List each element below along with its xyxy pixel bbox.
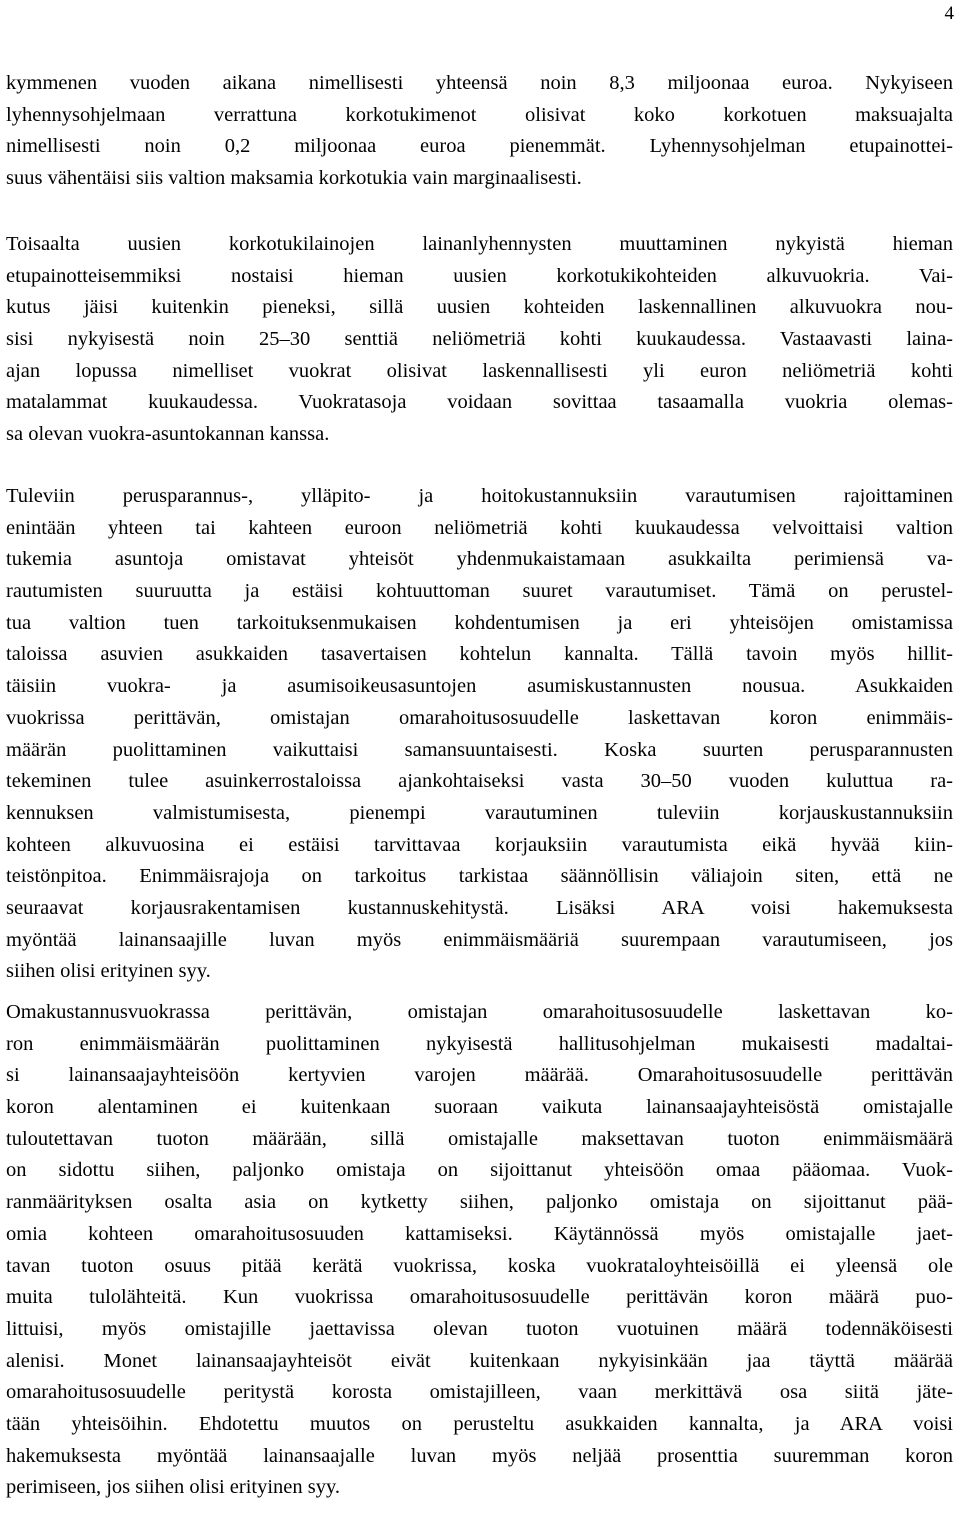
- paragraph: [6, 229, 960, 451]
- text-line: tavan tuoton osuus pitää kerätä vuokrissa, koska vuokrataloyhteisöillä ei yleensä ole: [6, 1254, 953, 1277]
- text-line: kymmenen vuoden aikana nimellisesti yhteensä noin 8,3 miljoonaa euroa. Nykyiseen: [6, 72, 953, 94]
- text-line: ron enimmäismäärän puolittaminen nykyisestä hallitusohjelman mukaisesti madaltai-: [6, 1032, 953, 1055]
- text-line: Tuleviin perusparannus-, ylläpito- ja hoitokustannuksiin varautumisen rajoittaminen: [6, 485, 953, 507]
- text-line: omarahoitusosuudelle peritystä korosta omistajilleen, vaan merkittävä osa siitä jäte-: [6, 1381, 953, 1404]
- text-line: taloissa asuvien asukkaiden tasavertaisen kohtelun kannalta. Tällä tavoin myös hillit-: [6, 643, 953, 666]
- text-line: on sidottu siihen, paljonko omistaja on sijoittanut yhteisöön omaa pääomaa. Vuok-: [6, 1159, 953, 1182]
- text-line: muita tulolähteitä. Kun vuokrissa omarahoitusosuudelle perittävän koron määrä puo-: [6, 1286, 953, 1309]
- text-line: kohteen alkuvuosina ei estäisi tarvittavaa korjauksiin varautumista eikä hyvää kiin-: [6, 833, 953, 856]
- text-line: tekeminen tulee asuinkerrostaloissa ajankohtaiseksi vasta 30–50 vuoden kuluttua ra-: [6, 770, 953, 793]
- text-line: alenisi. Monet lainansaajayhteisöt eivät kuitenkaan nykyisinkään jaa täyttä määrää: [6, 1349, 953, 1372]
- text-line: sa olevan vuokra-asuntokannan kanssa.: [6, 423, 330, 446]
- text-line: tukemia asuntoja omistavat yhteisöt yhdenmukaistamaan asukkailta perimiensä va-: [6, 548, 953, 571]
- text-line: määrän puolittaminen vaikuttaisi samansuuntaisesti. Koska suurten perusparannusten: [6, 738, 953, 761]
- text-line: rautumisten suuruutta ja estäisi kohtuuttoman suuret varautumiset. Tämä on perustel-: [6, 580, 953, 603]
- text-line: siihen olisi erityinen syy.: [6, 960, 211, 983]
- text-line: enintään yhteen tai kahteen euroon neliömetriä kohti kuukaudessa velvoittaisi valtion: [6, 516, 953, 539]
- text-line: vuokrissa perittävän, omistajan omarahoitusosuudelle laskettavan koron enimmäis-: [6, 706, 953, 729]
- text-line: koron alentaminen ei kuitenkaan suoraan vaikuta lainansaajayhteisöstä omistajalle: [6, 1096, 953, 1119]
- text-line: täisiin vuokra- ja asumisoikeusasuntojen asumiskustannusten nousua. Asukkaiden: [6, 675, 953, 698]
- text-line: tuloutettavan tuoton määrään, sillä omistajalle maksettavan tuoton enimmäismäärä: [6, 1127, 953, 1150]
- text-line: tään yhteisöihin. Ehdotettu muutos on perusteltu asukkaiden kannalta, ja ARA voisi: [6, 1412, 953, 1435]
- text-line: kutus jäisi kuitenkin pieneksi, sillä uusien kohteiden laskennallinen alkuvuokra nou-: [6, 296, 953, 319]
- text-line: si lainansaajayhteisöön kertyvien varojen määrää. Omarahoitusosuudelle perittävän: [6, 1064, 953, 1087]
- text-line: Omakustannusvuokrassa perittävän, omistajan omarahoitusosuudelle laskettavan ko-: [6, 1001, 953, 1023]
- text-line: ranmäärityksen osalta asia on kytketty siihen, paljonko omistaja on sijoittanut pää-: [6, 1191, 953, 1214]
- text-line: seuraavat korjausrakentamisen kustannuskehitystä. Lisäksi ARA voisi hakemuksesta: [6, 896, 953, 919]
- text-line: matalammat kuukaudessa. Vuokratasoja voidaan sovittaa tasaamalla vuokria olemas-: [6, 391, 953, 414]
- text-line: suus vähentäisi siis valtion maksamia korkotukia vain marginaalisesti.: [6, 167, 582, 190]
- text-line: myöntää lainansaajille luvan myös enimmäismääriä suurempaan varautumiseen, jos: [6, 928, 953, 951]
- text-line: kennuksen valmistumisesta, pienempi varautuminen tuleviin korjauskustannuksiin: [6, 801, 953, 824]
- page-number: 4: [944, 3, 954, 24]
- paragraph: [6, 997, 960, 1504]
- text-line: ajan lopussa nimelliset vuokrat olisivat laskennallisesti yli euron neliömetriä kohti: [6, 359, 953, 382]
- text-line: lyhennysohjelmaan verrattuna korkotukimenot olisivat koko korkotuen maksuajalta: [6, 103, 953, 126]
- paragraph: [6, 68, 960, 195]
- text-line: nimellisesti noin 0,2 miljoonaa euroa pienemmät. Lyhennysohjelman etupainottei-: [6, 135, 953, 158]
- text-line: etupainotteisemmiksi nostaisi hieman uusien korkotukikohteiden alkuvuokria. Vai-: [6, 264, 953, 287]
- text-line: littuisi, myös omistajille jaettavissa olevan tuoton vuotuinen määrä todennäköisesti: [6, 1317, 953, 1340]
- text-line: omia kohteen omarahoitusosuuden kattamiseksi. Käytännössä myös omistajalle jaet-: [6, 1222, 953, 1245]
- text-line: Toisaalta uusien korkotukilainojen lainanlyhennysten muuttaminen nykyistä hieman: [6, 233, 953, 255]
- text-line: teistönpitoa. Enimmäisrajoja on tarkoitus tarkistaa säännöllisin väliajoin siten, että ne: [6, 865, 953, 888]
- text-line: perimiseen, jos siihen olisi erityinen syy.: [6, 1476, 341, 1499]
- text-line: tua valtion tuen tarkoituksenmukaisen kohdentumisen ja eri yhteisöjen omistamissa: [6, 611, 953, 634]
- text-line: hakemuksesta myöntää lainansaajalle luvan myös neljää prosenttia suuremman koron: [6, 1444, 953, 1467]
- paragraph: [6, 481, 960, 988]
- text-line: sisi nykyisestä noin 25–30 senttiä neliömetriä kohti kuukaudessa. Vastaavasti laina-: [6, 328, 953, 351]
